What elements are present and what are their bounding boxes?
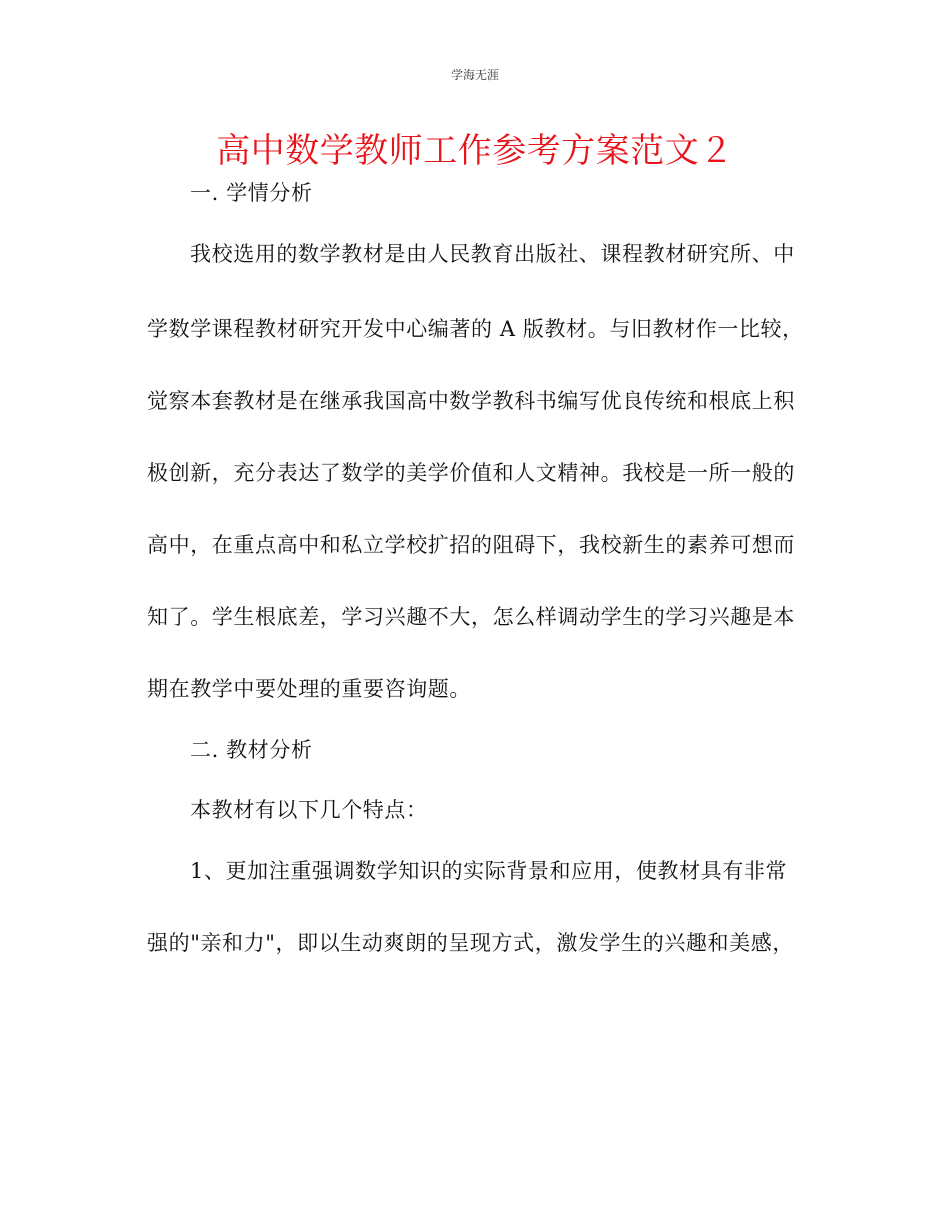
paragraph-line: 强的"亲和力"，即以生动爽朗的呈现方式，激发学生的兴趣和美感， [147,931,794,955]
document-title: 高中数学教师工作参考方案范文２ [216,131,734,171]
paragraph-line: 学数学课程教材研究开发中心编著的 A 版教材。与旧教材作一比较， [147,317,804,341]
paragraph-line: 知了。学生根底差，学习兴趣不大，怎么样调动学生的学习兴趣是本 [147,605,795,629]
page-header: 学海无涯 [450,68,499,82]
paragraph-line: 我校选用的数学教材是由人民教育出版社、课程教材研究所、中 [190,242,795,266]
paragraph-line: 本教材有以下几个特点： [190,798,428,822]
paragraph-line: 期在教学中要处理的重要咨询题。 [147,677,471,701]
section-heading-2: 二. 教材分析 [190,738,313,762]
paragraph-line: 觉察本套教材是在继承我国高中数学教科书编写优良传统和根底上积 [147,389,795,413]
paragraph-line: 1、更加注重强调数学知识的实际背景和应用，使教材具有非常 [190,859,788,883]
paragraph-line: 高中，在重点高中和私立学校扩招的阻碍下，我校新生的素养可想而 [147,533,795,557]
section-heading-1: 一. 学情分析 [190,181,313,205]
paragraph-line: 极创新，充分表达了数学的美学价值和人文精神。我校是一所一般的 [147,461,795,485]
